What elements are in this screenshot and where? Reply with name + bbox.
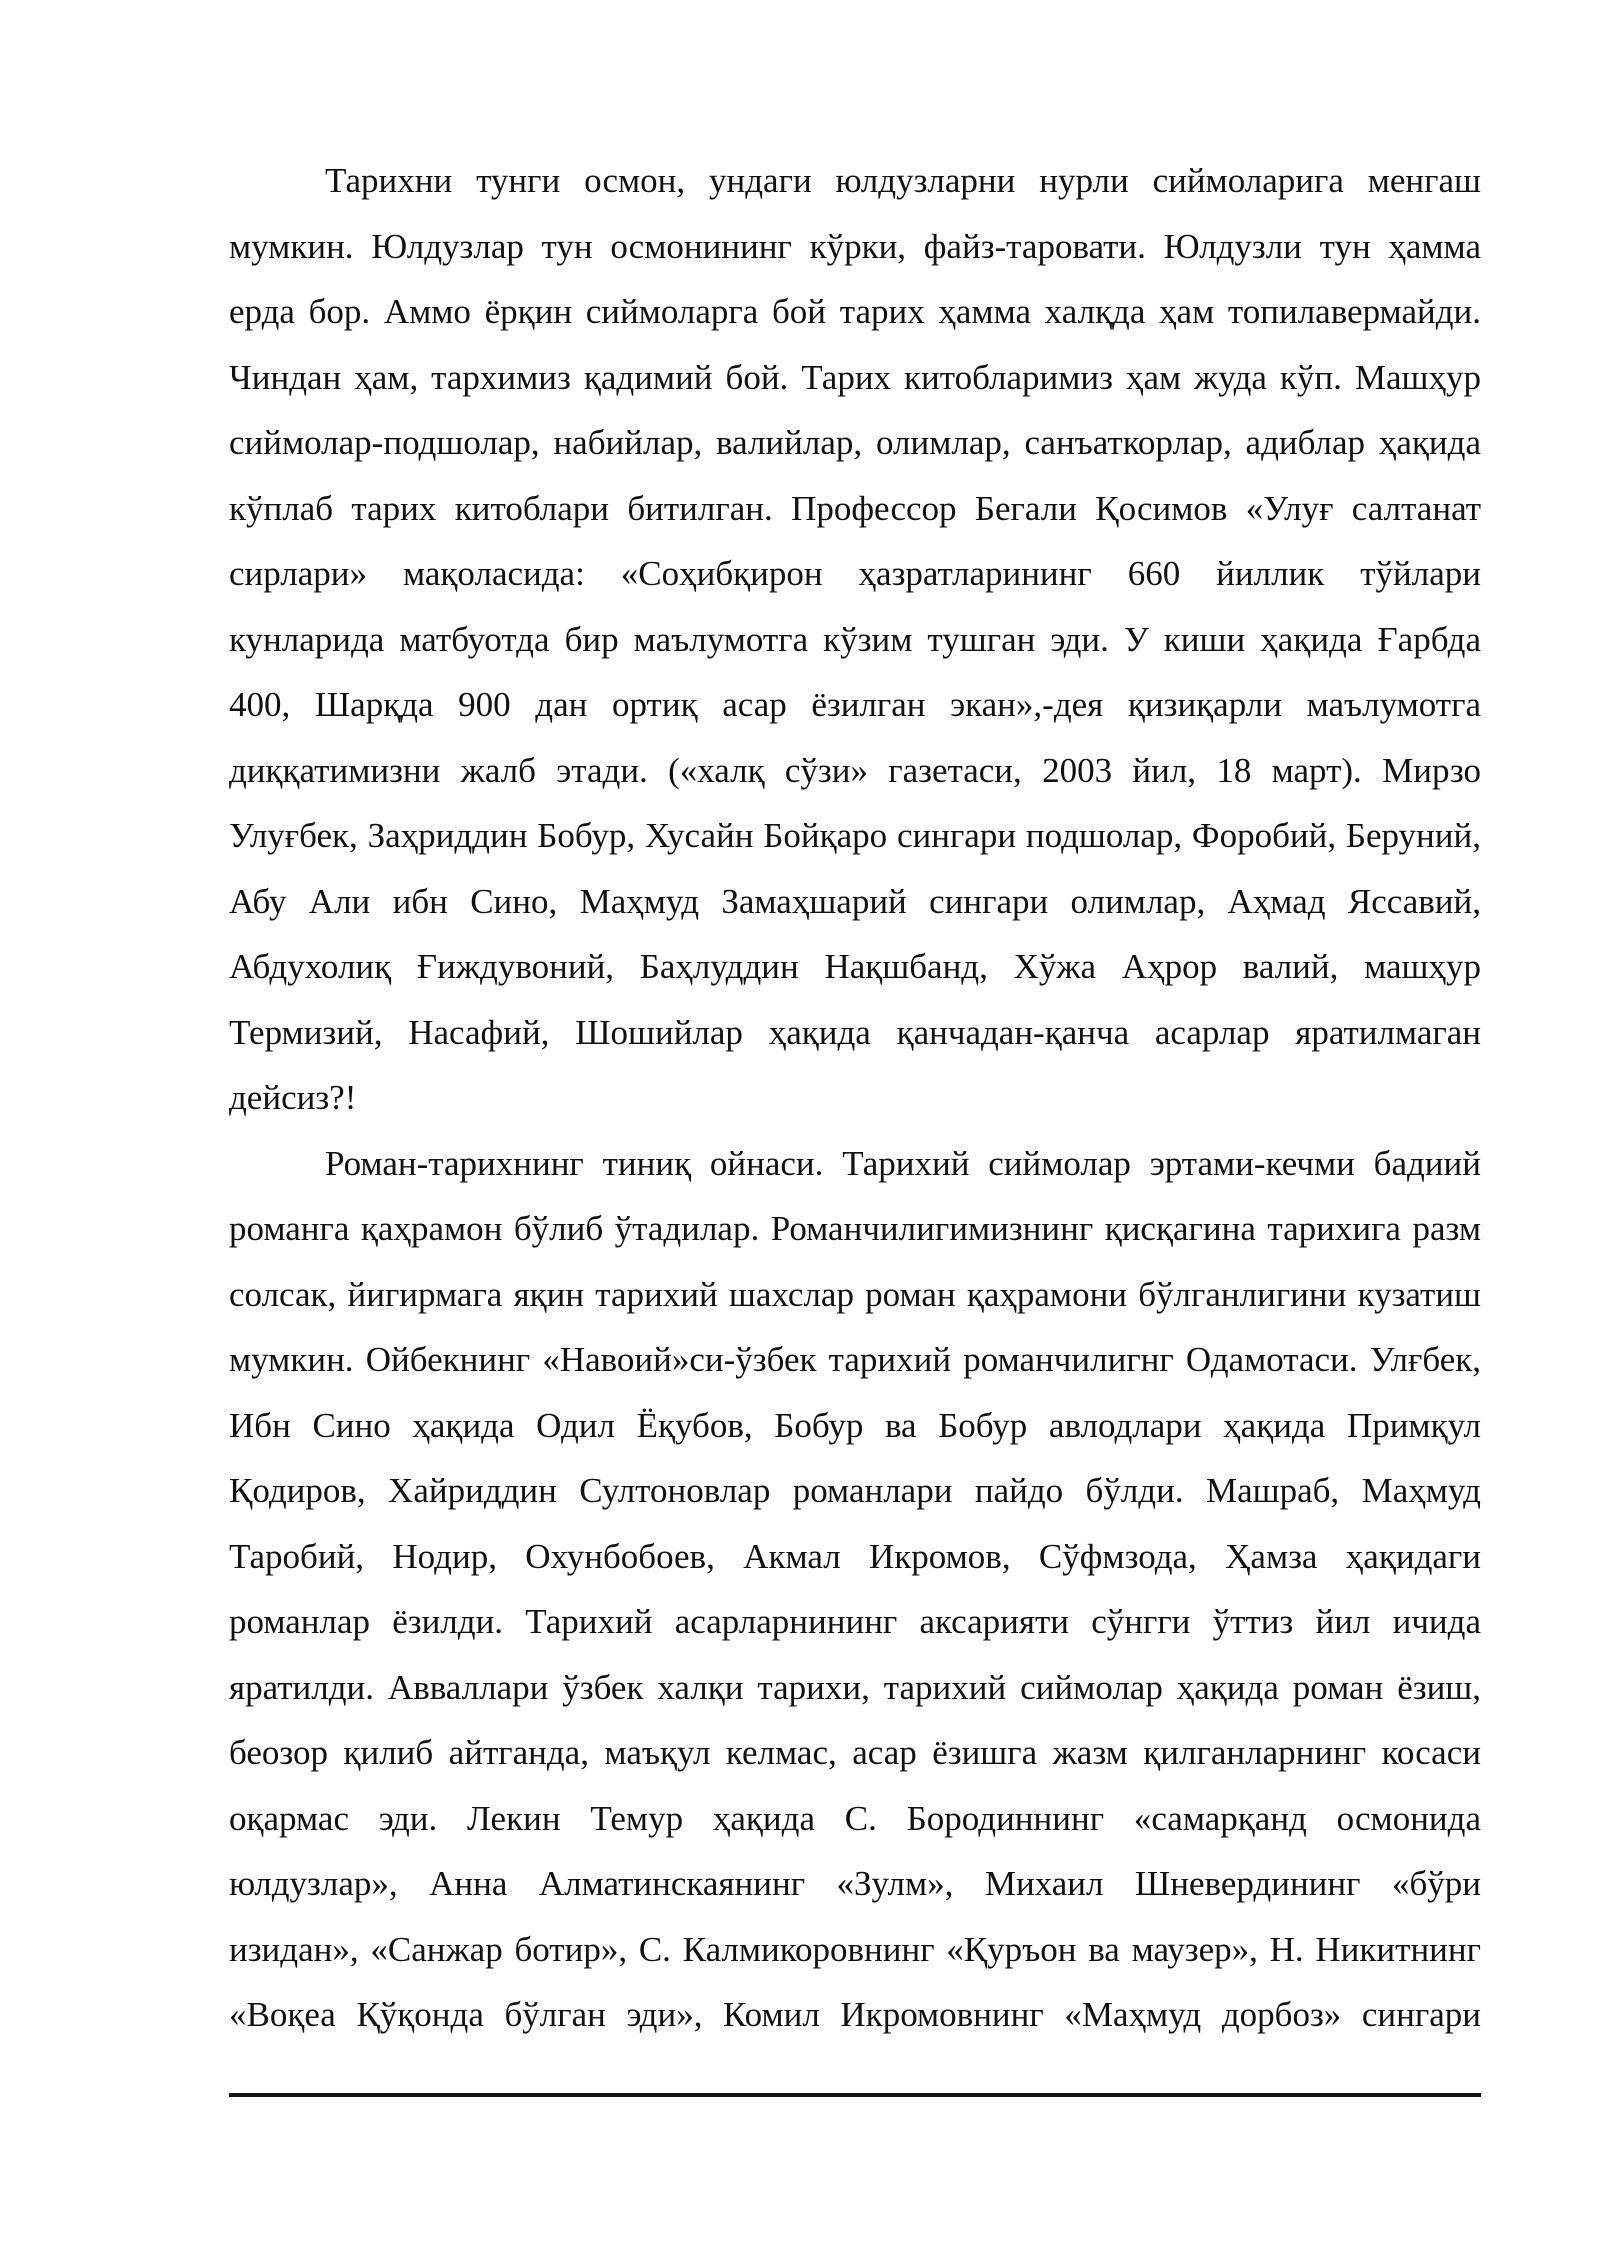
footer-divider-line <box>229 2093 1481 2097</box>
paragraph-1: Тарихни тунги осмон, ундаги юлдузларни нурли сиймоларига менгаш мумкин. Юлдузлар тун осмонининг кўрки, файз-таровати. Юлдузли тун ҳамма ерда бор. Аммо ёрқин сиймоларга бой тарих ҳамма халқда ҳам топилавермайди. Чиндан ҳам, тархимиз қадимий бой. Тарих китобларимиз ҳам жуда кўп. Машҳур сиймолар-подшолар, набийлар, валийлар, олимлар, санъаткорлар, адиблар ҳақида кўплаб тарих китоблари битилган. Профессор Бегали Қосимов «Улуғ салтанат сирлари» мақоласида: «Соҳибқирон ҳазратларининг 660 йиллик тўйлари кунларида матбуотда бир маълумотга кўзим тушган эди. У киши ҳақида Ғарбда 400, Шарқда 900 дан ортиқ асар ёзилган экан»,-дея қизиқарли маълумотга диққатимизни жалб этади. («халқ сўзи» газетаси, 2003 йил, 18 март). Мирзо Улуғбек, Заҳриддин Бобур, Хусайн Бойқаро сингари подшолар, Форобий, Беруний, Абу Али ибн Сино, Маҳмуд Замаҳшарий сингари олимлар, Аҳмад Яссавий, Абдухолиқ Ғиждувоний, Баҳлуддин Нақшбанд, Хўжа Аҳрор валий, машҳур Термизий, Насафий, Шошийлар ҳақида қанчадан-қанча асарлар яратилмаган дейсиз?! <box>229 161 1481 1117</box>
document-body <box>229 148 1481 2048</box>
paragraph-2: Роман-тарихнинг тиниқ ойнаси. Тарихий сиймолар эртами-кечми бадиий романга қаҳрамон бўлиб ўтадилар. Романчилигимизнинг қисқагина тарихига разм солсак, йигирмага яқин тарихий шахслар роман қаҳрамони бўлганлигини кузатиш мумкин. Ойбекнинг «Навоий»си-ўзбек тарихий романчилигнг Одамотаси. Улғбек, Ибн Сино ҳақида Одил Ёқубов, Бобур ва Бобур авлодлари ҳақида Примқул Қодиров, Хайриддин Султоновлар романлари пайдо бўлди. Машраб, Маҳмуд Таробий, Нодир, Охунбобоев, Акмал Икромов, Сўфмзода, Ҳамза ҳақидаги романлар ёзилди. Тарихий асарларнининг аксарияти сўнгги ўттиз йил ичида яратилди. Авваллари ўзбек халқи тарихи, тарихий сиймолар ҳақида роман ёзиш, беозор қилиб айтганда, маъқул келмас, асар ёзишга жазм қилганларнинг косаси оқармас эди. Лекин Темур ҳақида С. Бородиннинг «самарқанд осмонида юлдузлар», Анна Алматинскаянинг «Зулм», Михаил Шневердининг «бўри изидан», «Санжар ботир», С. Калмикоровнинг «Қуръон ва маузер», Н. Никитнинг «Воқеа Қўқонда бўлган эди», Комил Икромовнинг «Маҳмуд дорбоз» сингари <box>229 1143 1481 2034</box>
